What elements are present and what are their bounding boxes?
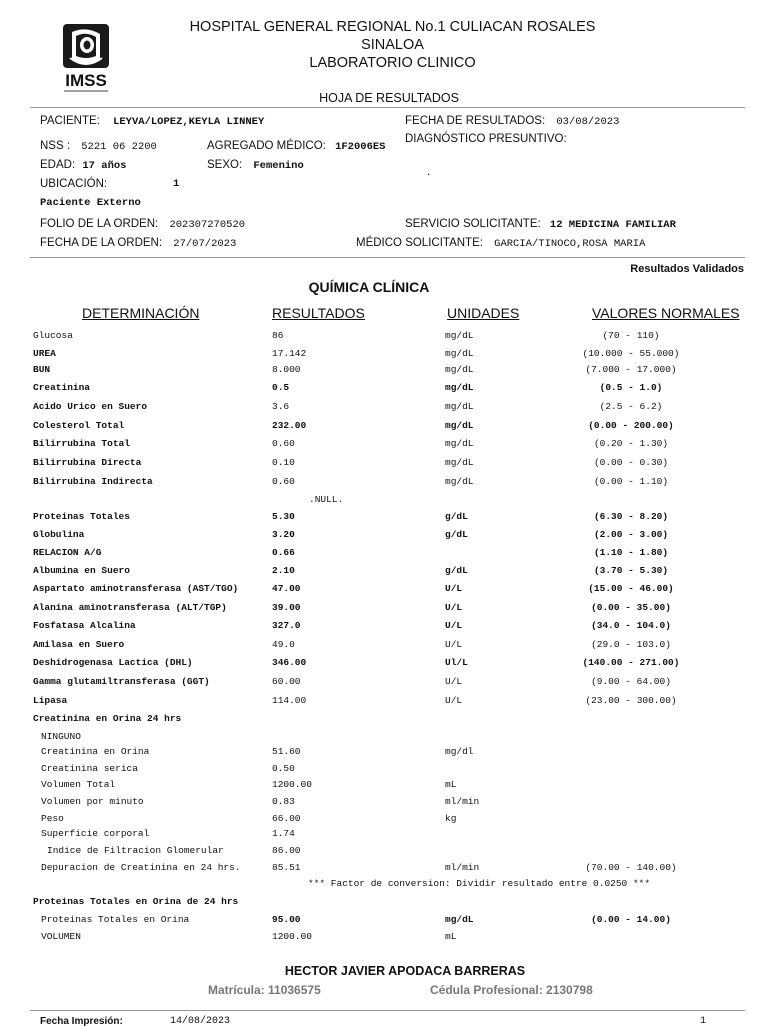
row-unit: U/L: [445, 583, 463, 594]
fecha-resultados: [405, 115, 619, 128]
signer-name: HECTOR JAVIER APODACA BARRERAS: [284, 964, 526, 978]
row-unit: mL: [445, 931, 457, 942]
diagnostico-value: .: [427, 166, 431, 178]
row-range: (0.00 - 0.30): [593, 457, 669, 468]
agregado-value: 1F2006ES: [335, 141, 386, 153]
row-name: BUN: [33, 364, 51, 375]
row-unit: Ul/L: [445, 657, 468, 668]
row-range: (0.00 - 1.10): [593, 476, 669, 487]
table-row: [0, 565, 768, 581]
row-unit: mg/dL: [445, 914, 474, 925]
row-unit: mL: [445, 779, 457, 790]
row-result: 5.30: [272, 511, 295, 522]
row-result: 1.74: [272, 828, 295, 839]
agregado-label: AGREGADO MÉDICO:: [207, 140, 326, 152]
table-row: [0, 382, 768, 398]
table-row: [0, 813, 768, 829]
divider: [30, 107, 745, 108]
row-result: 346.00: [272, 657, 307, 668]
row-name: NINGUNO: [41, 731, 81, 742]
row-name: Colesterol Total: [33, 420, 125, 431]
table-row: [0, 657, 768, 673]
tipo-paciente: Paciente Externo: [40, 197, 141, 209]
folio: [40, 218, 245, 231]
row-result: 2.10: [272, 565, 295, 576]
table-row: [0, 931, 768, 947]
row-unit: mg/dl: [445, 746, 474, 757]
folio-value: 202307270520: [169, 219, 246, 231]
row-name: Volumen Total: [41, 779, 116, 790]
row-name: Creatinina en Orina 24 hrs: [33, 713, 182, 724]
print-date-label: Fecha Impresión:: [40, 1016, 123, 1027]
row-result: 51.60: [272, 746, 301, 757]
table-row: [0, 529, 768, 545]
row-range: (34.0 - 104.0): [591, 620, 671, 631]
table-row: [0, 476, 768, 492]
status-badge: Resultados Validados: [630, 263, 744, 275]
row-result: .NULL.: [309, 494, 344, 505]
row-result: 8.000: [272, 364, 301, 375]
row-name: Fosfatasa Alcalina: [33, 620, 136, 631]
servicio: [405, 218, 676, 231]
col-unidades: UNIDADES: [447, 305, 520, 321]
print-date: 14/08/2023: [170, 1016, 231, 1027]
table-row: [0, 746, 768, 762]
document-title: HOJA DE RESULTADOS: [319, 91, 459, 105]
medico-value: GARCIA/TINOCO,ROSA MARIA: [494, 238, 646, 250]
row-result: 232.00: [272, 420, 307, 431]
folio-label: FOLIO DE LA ORDEN:: [40, 218, 159, 230]
row-name: Gamma glutamiltransferasa (GGT): [33, 676, 210, 687]
row-name: Proteinas Totales: [33, 511, 130, 522]
row-range: (23.00 - 300.00): [585, 695, 677, 706]
table-row: [0, 364, 768, 380]
row-range: (0.00 - 35.00): [591, 602, 671, 613]
hospital-state: SINALOA: [361, 37, 424, 53]
table-row: [0, 511, 768, 527]
logo-text: IMSS: [65, 71, 107, 90]
row-unit: mg/dL: [445, 382, 474, 393]
row-name: Creatinina serica: [41, 763, 138, 774]
table-row: [0, 695, 768, 711]
paciente-value: LEYVA/LOPEZ,KEYLA LINNEY: [113, 116, 265, 128]
row-name: Albumina en Suero: [33, 565, 130, 576]
row-result: 0.10: [272, 457, 295, 468]
row-unit: U/L: [445, 620, 463, 631]
row-result: *** Factor de conversion: Dividir resultado entre 0.0250 ***: [308, 878, 651, 889]
row-name: UREA: [33, 348, 56, 359]
edad: [40, 159, 126, 172]
row-unit: g/dL: [445, 565, 468, 576]
row-range: (6.30 - 8.20): [593, 511, 669, 522]
fecha-orden-value: 27/07/2023: [173, 238, 237, 250]
table-row: [0, 713, 768, 729]
row-name: Lipasa: [33, 695, 68, 706]
table-row: [0, 620, 768, 636]
row-name: Alanina aminotransferasa (ALT/TGP): [33, 602, 227, 613]
row-range: (70.00 - 140.00): [585, 862, 677, 873]
row-name: VOLUMEN: [41, 931, 81, 942]
nss: [40, 140, 157, 153]
row-unit: U/L: [445, 695, 463, 706]
row-result: 95.00: [272, 914, 301, 925]
row-range: (0.20 - 1.30): [593, 438, 669, 449]
row-range: (0.00 - 14.00): [591, 914, 671, 925]
row-name: Globulina: [33, 529, 85, 540]
col-resultados: RESULTADOS: [272, 305, 365, 321]
row-name: RELACION A/G: [33, 547, 102, 558]
row-range: (10.000 - 55.000): [582, 348, 680, 359]
table-row: [0, 845, 768, 861]
row-unit: mg/dL: [445, 348, 474, 359]
row-result: 114.00: [272, 695, 307, 706]
row-result: 0.60: [272, 476, 295, 487]
row-name: Depuracion de Creatinina en 24 hrs.: [41, 862, 241, 873]
table-row: [0, 348, 768, 364]
table-row: [0, 420, 768, 436]
row-name: Glucosa: [33, 330, 73, 341]
row-range: (140.00 - 271.00): [582, 657, 680, 668]
row-name: Bilirrubina Total: [33, 438, 130, 449]
row-unit: mg/dL: [445, 438, 474, 449]
row-result: 0.50: [272, 763, 295, 774]
row-result: 3.20: [272, 529, 295, 540]
table-row: [0, 828, 768, 844]
servicio-label: SERVICIO SOLICITANTE:: [405, 218, 541, 230]
diagnostico-label: DIAGNÓSTICO PRESUNTIVO:: [405, 133, 567, 145]
row-range: (70 - 110): [602, 330, 660, 341]
row-unit: g/dL: [445, 529, 468, 540]
lab-name: LABORATORIO CLINICO: [309, 55, 476, 71]
row-result: 327.0: [272, 620, 301, 631]
nss-label: NSS :: [40, 140, 71, 152]
row-result: 1200.00: [272, 779, 312, 790]
row-range: (2.00 - 3.00): [593, 529, 669, 540]
table-row: [0, 494, 768, 510]
row-result: 0.60: [272, 438, 295, 449]
signer-matricula: Matrícula: 11036575: [208, 983, 321, 997]
edad-value: 17 años: [82, 160, 127, 172]
row-name: Proteinas Totales en Orina: [41, 914, 190, 925]
agregado: [207, 140, 385, 153]
table-row: [0, 457, 768, 473]
row-result: 60.00: [272, 676, 301, 687]
patient-info: [40, 115, 264, 128]
table-row: [0, 896, 768, 912]
col-determinacion: DETERMINACIÓN: [82, 305, 200, 321]
signer-cedula: Cédula Profesional: 2130798: [430, 983, 593, 997]
fecha-resultados-value: 03/08/2023: [556, 116, 620, 128]
row-name: Creatinina: [33, 382, 91, 393]
table-row: [0, 547, 768, 563]
row-name: Peso: [41, 813, 64, 824]
table-row: [0, 676, 768, 692]
row-result: 49.0: [272, 639, 295, 650]
row-name: Creatinina en Orina: [41, 746, 150, 757]
sexo-label: SEXO:: [207, 159, 243, 171]
page-number: 1: [700, 1016, 707, 1027]
row-unit: U/L: [445, 639, 463, 650]
row-unit: mg/dL: [445, 420, 474, 431]
row-result: 47.00: [272, 583, 301, 594]
fecha-orden-label: FECHA DE LA ORDEN:: [40, 237, 163, 249]
row-unit: g/dL: [445, 511, 468, 522]
table-row: [0, 779, 768, 795]
row-result: 3.6: [272, 401, 290, 412]
divider: [30, 257, 745, 258]
row-range: (2.5 - 6.2): [599, 401, 663, 412]
col-valores: VALORES NORMALES: [592, 305, 740, 321]
row-result: 39.00: [272, 602, 301, 613]
table-row: [0, 330, 768, 346]
row-unit: mg/dL: [445, 330, 474, 341]
servicio-value: 12 MEDICINA FAMILIAR: [549, 219, 676, 231]
table-row: [0, 914, 768, 930]
row-unit: mg/dL: [445, 457, 474, 468]
row-unit: mg/dL: [445, 476, 474, 487]
ubicacion-label: UBICACIÓN:: [40, 178, 108, 190]
ubicacion-value: 1: [173, 178, 180, 190]
row-result: 17.142: [272, 348, 307, 359]
row-unit: U/L: [445, 602, 463, 613]
table-row: [0, 731, 768, 747]
row-range: (3.70 - 5.30): [593, 565, 669, 576]
row-name: Bilirrubina Indirecta: [33, 476, 153, 487]
row-unit: U/L: [445, 676, 463, 687]
nss-value: 5221 06 2200: [81, 141, 157, 153]
row-result: 86: [272, 330, 284, 341]
fecha-resultados-label: FECHA DE RESULTADOS:: [405, 115, 546, 127]
row-result: 0.83: [272, 796, 295, 807]
table-row: [0, 862, 768, 878]
table-row: [0, 639, 768, 655]
row-result: 0.66: [272, 547, 295, 558]
sexo: [207, 159, 304, 172]
medico-label: MÉDICO SOLICITANTE:: [356, 237, 483, 249]
section-title: QUÍMICA CLÍNICA: [308, 279, 430, 295]
hospital-name: HOSPITAL GENERAL REGIONAL No.1 CULIACAN ROSALES: [189, 19, 596, 35]
row-unit: kg: [445, 813, 457, 824]
row-result: 0.5: [272, 382, 290, 393]
row-unit: ml/min: [445, 862, 480, 873]
table-row: [0, 438, 768, 454]
row-name: Volumen por minuto: [41, 796, 144, 807]
row-result: 86.00: [272, 845, 301, 856]
table-row: [0, 401, 768, 417]
table-row: [0, 763, 768, 779]
row-range: (29.0 - 103.0): [591, 639, 671, 650]
row-name: Proteinas Totales en Orina de 24 hrs: [33, 896, 239, 907]
medico: [356, 237, 645, 250]
table-row: [0, 583, 768, 599]
row-name: Aspartato aminotransferasa (AST/TGO): [33, 583, 239, 594]
divider: [30, 1010, 745, 1011]
row-range: (0.00 - 200.00): [588, 420, 674, 431]
paciente-label: PACIENTE:: [40, 115, 100, 127]
edad-label: EDAD:: [40, 159, 76, 171]
row-name: Bilirrubina Directa: [33, 457, 142, 468]
row-range: (1.10 - 1.80): [593, 547, 669, 558]
row-name: Superficie corporal: [41, 828, 150, 839]
row-name: Deshidrogenasa Lactica (DHL): [33, 657, 193, 668]
row-range: (15.00 - 46.00): [588, 583, 674, 594]
table-row: [0, 796, 768, 812]
row-result: 85.51: [272, 862, 301, 873]
row-range: (7.000 - 17.000): [585, 364, 677, 375]
row-unit: mg/dL: [445, 364, 474, 375]
fecha-orden: [40, 237, 236, 250]
row-name: Amilasa en Suero: [33, 639, 125, 650]
row-unit: ml/min: [445, 796, 480, 807]
row-unit: mg/dL: [445, 401, 474, 412]
row-range: (0.5 - 1.0): [599, 382, 663, 393]
sexo-value: Femenino: [253, 160, 304, 172]
table-row: [0, 878, 768, 894]
row-range: (9.00 - 64.00): [591, 676, 671, 687]
row-name: Acido Urico en Suero: [33, 401, 148, 412]
row-name: Indice de Filtracion Glomerular: [47, 845, 224, 856]
row-result: 66.00: [272, 813, 301, 824]
table-row: [0, 602, 768, 618]
row-result: 1200.00: [272, 931, 312, 942]
